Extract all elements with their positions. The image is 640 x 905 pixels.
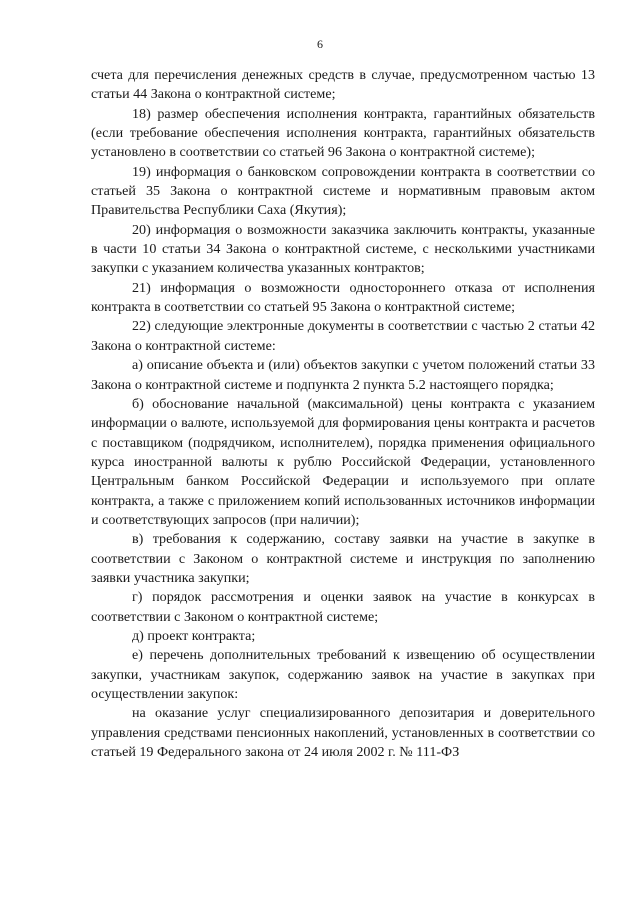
paragraph-subitem-v: в) требования к содержанию, составу заявки на участие в закупке в соответствии с Законом о контрактной системе и инструкция по заполнению заявки участника закупки;	[91, 531, 595, 586]
paragraph-subitem-g: г) порядок рассмотрения и оценки заявок на участие в конкурсах в соответствии с Законом о контрактной системе;	[91, 589, 595, 625]
paragraph-services-clause: на оказание услуг специализированного депозитария и доверительного управления средствами пенсионных накоплений, установленных в соответствии со статьей 19 Федерального закона от 24 июля 2002 г. № 111-ФЗ	[91, 705, 595, 761]
body-text	[91, 66, 595, 762]
paragraph-item-21: 21) информация о возможности одностороннего отказа от исполнения контракта в соответствии со статьей 95 Закона о контрактной системе;	[91, 279, 595, 316]
paragraph-subitem-e: е) перечень дополнительных требований к извещению об осуществлении закупки, участникам закупок, содержанию заявок на участие в закупках при осуществлении закупок:	[91, 647, 595, 702]
paragraph-item-19: 19) информация о банковском сопровождении контракта в соответствии со статьей 35 Закона о контрактной системе и нормативным правовым актом Правительства Республики Саха (Якутия);	[91, 163, 595, 219]
paragraph-subitem-b: б) обоснование начальной (максимальной) цены контракта с указанием информации о валюте, используемой для формирования цены контракта и расчетов с поставщиком (подрядчиком, исполнителем), порядка применения официального курса иностранной валюты к рублю Российской Федерации, установленного Центральным банком Российской Федерации и используемого при оплате контракта, а также с приложением копий использованных источников информации и соответствующих запросов (при наличии);	[91, 395, 595, 528]
paragraph-item-18: 18) размер обеспечения исполнения контракта, гарантийных обязательств (если требование обеспечения исполнения контракта, гарантийных обязательств установлено в соответствии со статьей 96 Закона о контрактной системе);	[91, 105, 595, 161]
page-number: 6	[317, 37, 323, 51]
paragraph-subitem-a: а) описание объекта и (или) объектов закупки с учетом положений статьи 33 Закона о контрактной системе и подпункта 2 пункта 5.2 настоящего порядка;	[91, 357, 595, 393]
paragraph-subitem-d: д) проект контракта;	[132, 627, 256, 644]
paragraph-continuation: счета для перечисления денежных средств в случае, предусмотренном частью 13 статьи 44 Закона о контрактной системе;	[91, 67, 595, 103]
paragraph-item-22: 22) следующие электронные документы в соответствии с частью 2 статьи 42 Закона о контрактной системе:	[91, 318, 595, 354]
paragraph-item-20: 20) информация о возможности заказчика заключить контракты, указанные в части 10 статьи 34 Закона о контрактной системе, с несколькими участниками закупки с указанием количества указанных контрактов;	[91, 221, 595, 277]
